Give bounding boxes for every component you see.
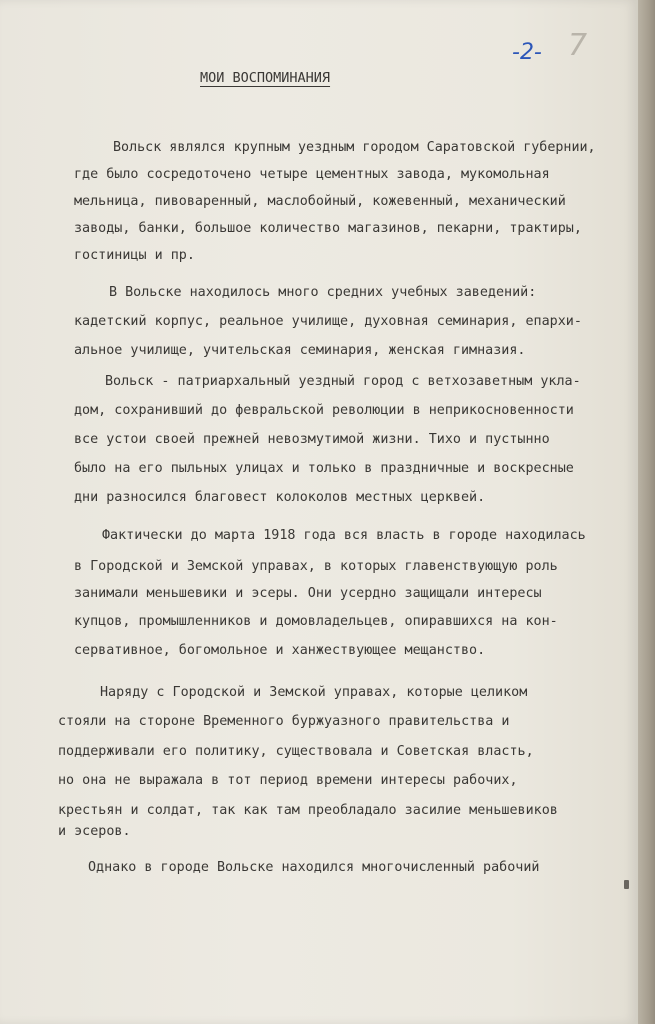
page-number-pencil: 7 <box>568 28 588 63</box>
text-line: стояли на стороне Временного буржуазного правительства и <box>58 714 510 729</box>
text-line: поддерживали его политику, существовала и Советская власть, <box>58 744 534 759</box>
text-line: и эсеров. <box>58 824 131 839</box>
text-line: заводы, банки, большое количество магазинов, пекарни, трактиры, <box>74 221 582 236</box>
text-line: Наряду с Городской и Земской управах, которые целиком <box>100 685 528 700</box>
text-line: дни разносился благовест колоколов местных церквей. <box>74 490 486 505</box>
text-line: крестьян и солдат, так как там преобладало засилие меньшевиков <box>58 803 558 818</box>
text-line: Вольск - патриархальный уездный город с ветхозаветным укла- <box>105 374 581 389</box>
text-line: занимали меньшевики и эсеры. Они усердно защищали интересы <box>74 586 542 601</box>
text-line: дом, сохранивший до февральской революции в неприкосновенности <box>74 403 574 418</box>
page-edge <box>638 0 655 1024</box>
text-line: В Вольске находилось много средних учебных заведений: <box>109 285 537 300</box>
text-line: Вольск являлся крупным уездным городом Саратовской губернии, <box>113 140 596 155</box>
document-title: МОИ ВОСПОМИНАНИЯ <box>200 70 331 86</box>
text-line: кадетский корпус, реальное училище, духовная семинария, епархи- <box>74 314 582 329</box>
text-line: в Городской и Земской управах, в которых главенствующую роль <box>74 559 558 574</box>
text-line: где было сосредоточено четыре цементных завода, мукомольная <box>74 167 550 182</box>
text-line: мельница, пивоваренный, маслобойный, кожевенный, механический <box>74 194 566 209</box>
text-line: альное училище, учительская семинария, женская гимназия. <box>74 343 526 358</box>
ink-mark <box>624 880 629 889</box>
text-line: сервативное, богомольное и ханжествующее мещанство. <box>74 643 486 658</box>
text-line: но она не выражала в тот период времени интересы рабочих, <box>58 773 518 788</box>
text-line: гостиницы и пр. <box>74 248 195 263</box>
text-line: купцов, промышленников и домовладельцев, опиравшихся на кон- <box>74 614 558 629</box>
text-line: было на его пыльных улицах и только в праздничные и воскресные <box>74 461 574 476</box>
page-number: -2- <box>512 40 542 65</box>
text-line: Однако в городе Вольске находился многочисленный рабочий <box>88 860 540 875</box>
text-line: все устои своей прежней невозмутимой жизни. Тихо и пустынно <box>74 432 550 447</box>
text-line: Фактически до марта 1918 года вся власть в городе находилась <box>102 528 586 543</box>
